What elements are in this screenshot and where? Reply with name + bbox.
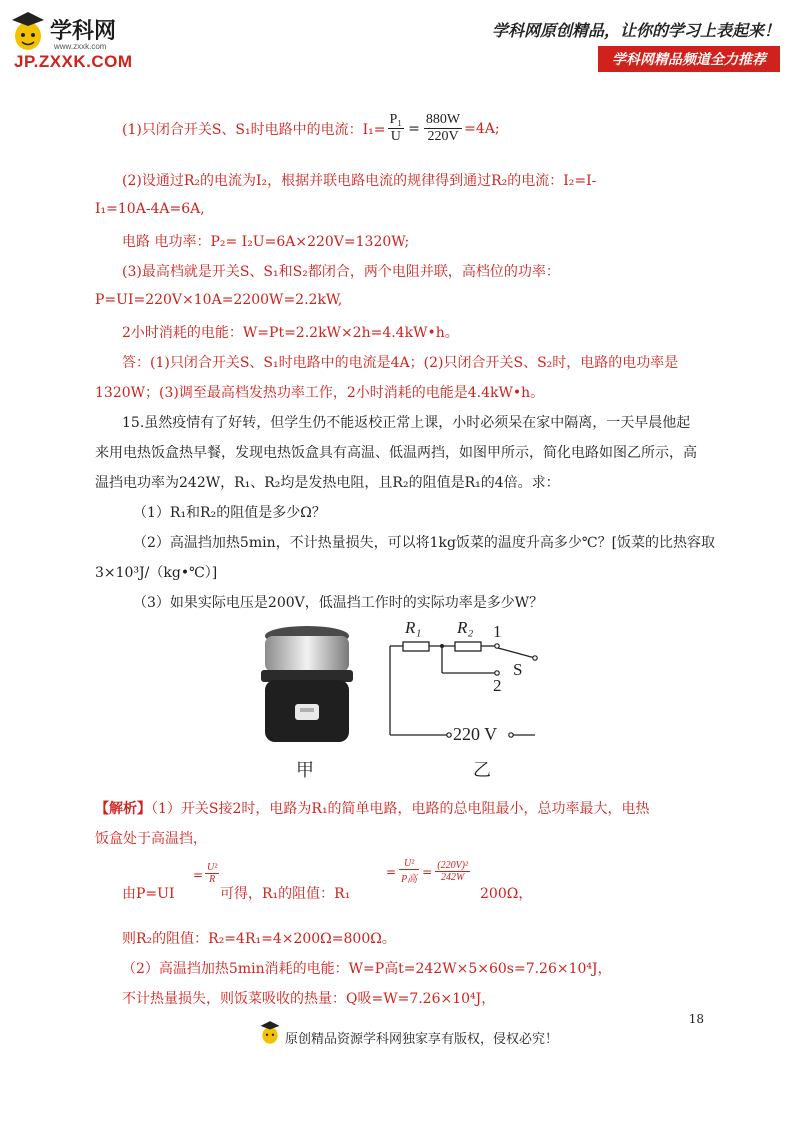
fraction-denominator: P高 xyxy=(401,874,418,885)
footer-mascot-icon xyxy=(258,1020,282,1050)
fraction-880-220 xyxy=(424,112,462,145)
question-15-line-1: 15.虽然疫情有了好转，但学生仍不能返校正常上课，小时必须呆在家中隔离，一天早晨他起 xyxy=(122,415,691,431)
analysis-tag: 【解析】 xyxy=(95,801,151,817)
fraction-denominator: U xyxy=(390,129,401,144)
solution-line-6: 不计热量损失，则饭菜吸收的热量：Q吸=W=7.26×10⁴J， xyxy=(122,991,496,1007)
circuit-diagram xyxy=(385,618,550,758)
answer-line-4: 电路 电功率：P₂= I₂U=6A×220V=1320W; xyxy=(122,234,410,250)
question-15-line-3: 温挡电功率为242W，R₁、R₂均是发热电阻，且R₂的阻值是R₁的4倍。求： xyxy=(95,475,560,491)
logo-url[interactable]: JP.ZXXK.COM xyxy=(14,52,133,71)
solution-line-5: （2）高温挡加热5min消耗的电能：W=P高t=242W×5×60s=7.26×10⁴J， xyxy=(122,961,612,977)
solution-line-1-text: （1）开关S接2时，电路为R₁的简单电路，电路的总电阻最小，总功率最大，电热 xyxy=(151,801,650,817)
solution-line-1 xyxy=(95,798,650,818)
footer-copyright: 原创精品资源学科网独家享有版权，侵权必究！ xyxy=(285,1032,559,1047)
label-switch-s: S xyxy=(513,660,523,679)
fraction-denominator: 242W xyxy=(440,872,465,883)
answer-line-9: 1320W；(3)调至最高档发热功率工作，2小时消耗的电能是4.4kW•h。 xyxy=(95,385,545,401)
solution-line-3-b: 可得，R₁的阻值：R₁ xyxy=(220,886,351,902)
fraction-p1-u xyxy=(388,112,405,145)
fraction-r1-calc: = $\frac{\text{U²}}{\text{P高}}$ = $\frac{\text{(220V)²}}{242W}$ xyxy=(386,858,469,885)
equals-sign: = xyxy=(408,120,420,137)
fraction-numerator: (220V)² xyxy=(437,860,469,871)
fraction-denominator: R xyxy=(209,874,216,885)
fraction-numerator: 880W xyxy=(425,112,461,127)
answer-line-8: 答：(1)只闭合开关S、S₁时电路中的电流是4A；(2)只闭合开关S、S₂时，电路的电功率是 xyxy=(122,355,679,371)
page-number: 18 xyxy=(688,1012,704,1026)
label-voltage: 220 V xyxy=(453,724,498,744)
solution-line-4: 则R₂的阻值：R₂=4R₁=4×200Ω=800Ω。 xyxy=(122,931,396,947)
answer-line-1-text: (1)只闭合开关S、S₁时电路中的电流：I₁= xyxy=(122,121,386,138)
answer-line-1-tail: =4A; xyxy=(464,120,500,137)
answer-line-6: P=UI=220V×10A=2200W=2.2kW, xyxy=(95,292,343,308)
label-terminal-2: 2 xyxy=(493,676,502,695)
fraction-numerator: U² xyxy=(399,858,419,870)
header-banner: 学科网精品频道全力推荐 xyxy=(598,46,780,72)
rice-cooker-figure xyxy=(255,622,360,752)
solution-line-3-c: 200Ω， xyxy=(480,886,533,902)
fraction-numerator: P₁ xyxy=(389,112,403,127)
label-r1: R₁ xyxy=(405,618,422,637)
figure-label-yi: 乙 xyxy=(473,760,491,781)
question-15-line-2: 来用电热饭盒热早餐，发现电热饭盒具有高温、低温两挡，如图甲所示，简化电路如图乙所示，高 xyxy=(95,445,697,461)
question-15-part-3: （3）如果实际电压是200V，低温挡工作时的实际功率是多少W？ xyxy=(133,595,544,611)
header-slogan: 学科网原创精品，让你的学习上表起来！ xyxy=(491,21,780,40)
figure-label-jia: 甲 xyxy=(296,760,314,781)
fraction-numerator: U² xyxy=(207,862,218,873)
solution-line-2: 饭盒处于高温挡， xyxy=(95,831,207,847)
fraction-denominator: 220V xyxy=(427,129,459,144)
mascot-icon xyxy=(8,10,48,54)
label-r2: R₂ xyxy=(457,618,474,637)
fraction-u2-r: = $\frac{\text{U²}}{R}$ xyxy=(193,862,218,885)
logo-small-url: www.zxxk.com xyxy=(54,42,107,51)
label-terminal-1: 1 xyxy=(493,622,502,641)
solution-line-3-a: 由P=UI xyxy=(122,886,175,902)
question-15-part-1: （1）R₁和R₂的阻值是多少Ω？ xyxy=(133,505,326,521)
answer-line-5: (3)最高档就是开关S、S₁和S₂都闭合，两个电阻并联，高档位的功率： xyxy=(122,264,560,280)
question-15-part-2: （2）高温挡加热5min，不计热量损失，可以将1kg饭菜的温度升高多少℃？[饭菜的比热容取 xyxy=(133,535,716,551)
answer-line-2: (2)设通过R₂的电流为I₂，根据并联电路电流的规律得到通过R₂的电流：I₂=I- xyxy=(122,173,597,189)
answer-line-7: 2小时消耗的电能：W=Pt=2.2kW×2h=4.4kW•h。 xyxy=(122,325,459,341)
answer-line-3: I₁=10A-4A=6A, xyxy=(95,201,205,217)
answer-line-1 xyxy=(122,112,500,145)
logo-text: 学科网 xyxy=(50,18,117,43)
question-15-part-2-cont: 3×10³J/（kg•℃）] xyxy=(95,565,218,581)
